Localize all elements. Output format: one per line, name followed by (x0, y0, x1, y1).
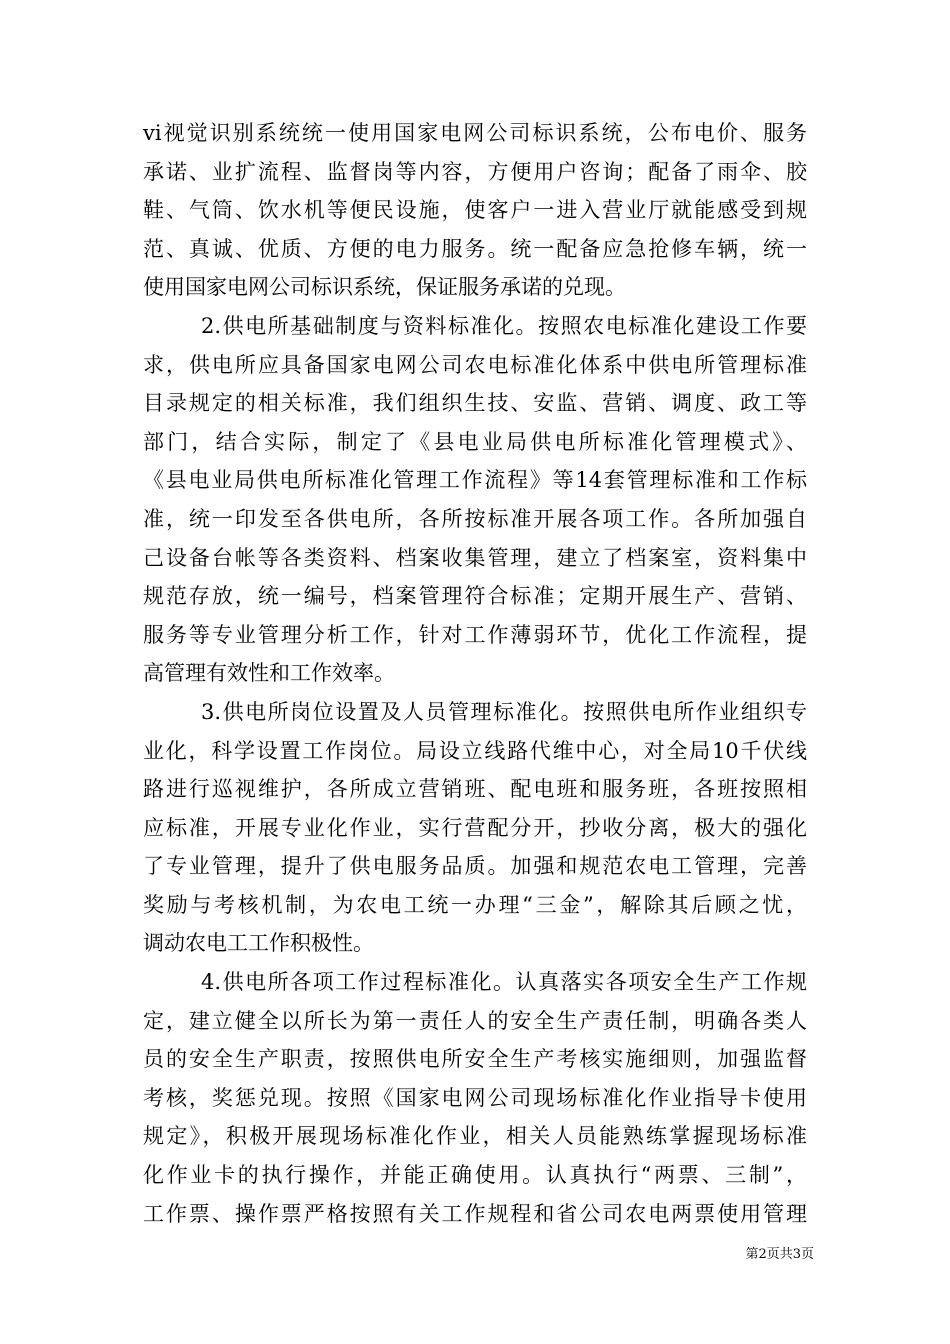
text-line: 服务等专业管理分析工作，针对工作薄弱环节，优化工作流程，提 (143, 622, 807, 647)
text-line: 规定》，积极开展现场标准化作业，相关人员能熟练掌握现场标准 (143, 1124, 807, 1149)
text-line: 化作业卡的执行操作，并能正确使用。认真执行“两票、三制”， (143, 1163, 807, 1188)
text-line: 路进行巡视维护，各所成立营销班、配电班和服务班，各班按照相 (143, 777, 807, 802)
text-line: 己设备台帐等各类资料、档案收集管理，建立了档案室，资料集中 (143, 545, 807, 570)
text-line: 调动农电工工作积极性。 (143, 931, 374, 956)
text-line: 2.供电所基础制度与资料标准化。按照农电标准化建设工作要 (201, 313, 807, 338)
text-line: 业化，科学设置工作岗位。局设立线路代维中心，对全局10千伏线 (143, 738, 807, 763)
text-line: 规范存放，统一编号，档案管理符合标准；定期开展生产、营销、 (143, 584, 807, 609)
text-line: 3.供电所岗位设置及人员管理标准化。按照供电所作业组织专 (201, 699, 807, 724)
text-line: 目录规定的相关标准，我们组织生技、安监、营销、调度、政工等 (143, 391, 807, 416)
text-line: 工作票、操作票严格按照有关工作规程和省公司农电两票使用管理 (143, 1201, 807, 1226)
paragraph-4 (143, 963, 807, 1233)
text-line: 应标准，开展专业化作业，实行营配分开，抄收分离，极大的强化 (143, 815, 807, 840)
paragraph-2 (143, 307, 807, 693)
paragraph-3 (143, 693, 807, 963)
text-line: 4.供电所各项工作过程标准化。认真落实各项安全生产工作规 (201, 970, 807, 995)
text-line: 鞋、气筒、饮水机等便民设施，使客户一进入营业厅就能感受到规 (143, 198, 807, 223)
text-line: 奖励与考核机制，为农电工统一办理“三金”，解除其后顾之忧， (143, 892, 807, 917)
text-line: 高管理有效性和工作效率。 (143, 661, 395, 686)
text-line: 求，供电所应具备国家电网公司农电标准化体系中供电所管理标准 (143, 352, 807, 377)
text-line: 《县电业局供电所标准化管理工作流程》等14套管理标准和工作标 (143, 468, 807, 493)
text-line: 部门，结合实际，制定了《县电业局供电所标准化管理模式》、 (143, 429, 807, 454)
paragraph-1 (143, 114, 807, 307)
text-line: 承诺、业扩流程、监督岗等内容，方便用户咨询；配备了雨伞、胶 (143, 159, 807, 184)
document-body (143, 114, 807, 1233)
text-line: 范、真诚、优质、方便的电力服务。统一配备应急抢修车辆，统一 (143, 236, 807, 261)
text-line: 员的安全生产职责，按照供电所安全生产考核实施细则，加强监督 (143, 1047, 807, 1072)
text-line: 准，统一印发至各供电所，各所按标准开展各项工作。各所加强自 (143, 506, 807, 531)
text-line: 考核，奖惩兑现。按照《国家电网公司现场标准化作业指导卡使用 (143, 1085, 807, 1110)
text-line: 了专业管理，提升了供电服务品质。加强和规范农电工管理，完善 (143, 854, 807, 879)
text-line: vi视觉识别系统统一使用国家电网公司标识系统，公布电价、服务 (143, 121, 807, 145)
text-line: 定，建立健全以所长为第一责任人的安全生产责任制，明确各类人 (143, 1008, 807, 1033)
text-line: 使用国家电网公司标识系统，保证服务承诺的兑现。 (143, 275, 626, 300)
page-number: 第2页共3页 (745, 1247, 814, 1262)
